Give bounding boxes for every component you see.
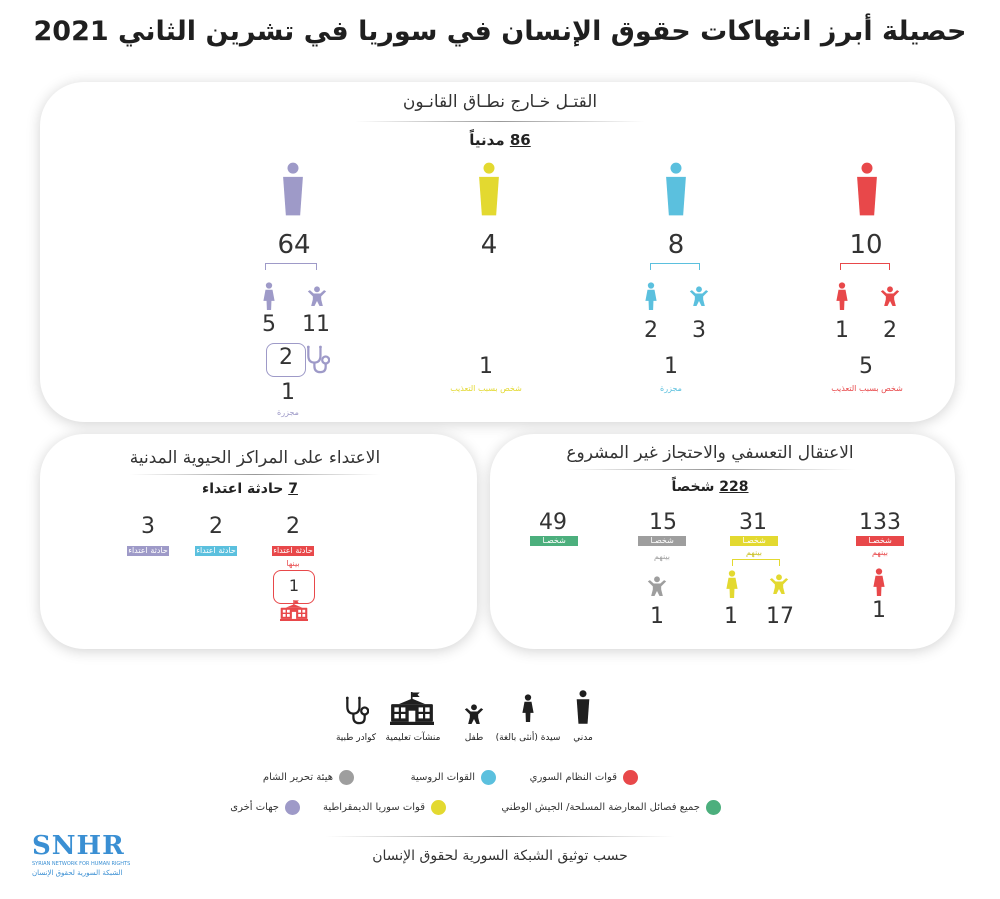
detention-regime-women: 1 bbox=[872, 598, 886, 623]
legend-sdf-label: قوات سوريا الديمقراطية bbox=[322, 802, 425, 813]
killing-title-underline bbox=[355, 121, 645, 122]
killing-others-women: 5 bbox=[262, 312, 276, 337]
detention-sdf-women: 1 bbox=[724, 604, 738, 629]
killing-others-total: 64 bbox=[277, 230, 311, 260]
others-stethoscope-icon bbox=[304, 345, 330, 375]
killing-russian-bracket bbox=[650, 263, 700, 270]
detention-opposition-value: 49 bbox=[539, 510, 567, 535]
detention-sdf-child-icon bbox=[769, 574, 789, 594]
killing-total-label: مدنياً bbox=[469, 131, 505, 149]
page-title: حصيلة أبرز انتهاكات حقوق الإنسان في سوريا في تشرين الثاني 2021 bbox=[33, 16, 967, 47]
others-civilian-icon bbox=[282, 162, 304, 216]
regime-civilian-icon bbox=[856, 162, 878, 216]
killing-sdf-total: 4 bbox=[480, 230, 498, 260]
legend-others-dot bbox=[285, 800, 300, 815]
killing-others-bracket bbox=[265, 263, 317, 270]
attacks-title-underline bbox=[130, 474, 380, 475]
snhr-logo bbox=[32, 832, 138, 884]
legend-stethoscope-icon bbox=[343, 696, 369, 726]
legend-others-label: جهات أخرى bbox=[230, 802, 279, 813]
killing-others-medical: 2 bbox=[279, 345, 293, 370]
killing-regime-women: 1 bbox=[835, 318, 849, 343]
detention-sdf-bracket bbox=[732, 559, 780, 566]
detention-opposition-tag: شخصـا bbox=[530, 536, 578, 546]
detention-regime-value: 133 bbox=[859, 510, 901, 535]
detention-hts-value: 15 bbox=[649, 510, 677, 535]
killing-russian-massacres: 1 bbox=[664, 354, 678, 379]
legend-regime-dot bbox=[623, 770, 638, 785]
detention-hts-children: 1 bbox=[650, 604, 664, 629]
killing-card-title: القتـل خـارج نطـاق القانـون bbox=[402, 92, 598, 112]
detention-sdf-among: بينهم bbox=[745, 548, 763, 557]
killing-russian-massacres-label: مجزرة bbox=[660, 384, 682, 393]
legend-russian-dot bbox=[481, 770, 496, 785]
killing-russian-total: 8 bbox=[667, 230, 685, 260]
detention-total bbox=[620, 479, 800, 495]
detention-hts-child-icon bbox=[647, 576, 667, 596]
detention-total-number: 228 bbox=[719, 479, 749, 495]
killing-russian-children: 3 bbox=[692, 318, 706, 343]
regime-child-icon bbox=[880, 286, 900, 306]
killing-total-number: 86 bbox=[509, 131, 531, 149]
others-woman-icon bbox=[262, 282, 276, 310]
legend-woman-label: سيدة (أنثى بالغة) bbox=[495, 733, 561, 743]
attacks-regime-tag: حادثة اعتداء bbox=[273, 546, 313, 555]
attacks-total-label: حادثة اعتداء bbox=[202, 481, 284, 497]
killing-regime-bracket bbox=[840, 263, 890, 270]
legend-opposition-dot bbox=[706, 800, 721, 815]
detention-regime-tag: شخصـا bbox=[856, 536, 904, 546]
attacks-total-number: 7 bbox=[288, 481, 298, 497]
legend-child-label: طفل bbox=[464, 733, 484, 743]
attacks-others-value: 3 bbox=[141, 514, 155, 539]
killing-regime-torture-label: شخص بسبب التعذيب bbox=[831, 384, 903, 393]
legend-civilian-icon bbox=[576, 690, 590, 724]
legend-regime-label: قوات النظام السوري bbox=[529, 772, 617, 783]
legend-woman-icon bbox=[521, 694, 535, 722]
snhr-logo-name: SNHR bbox=[32, 831, 125, 861]
attacks-total bbox=[160, 481, 340, 497]
others-child-icon bbox=[307, 286, 327, 306]
legend-opposition bbox=[501, 800, 721, 815]
attacks-regime-value: 2 bbox=[286, 514, 300, 539]
detention-hts-tag: شخصـا bbox=[638, 536, 686, 546]
detention-title-underline bbox=[565, 469, 855, 470]
legend-medical-label: كوادر طبية bbox=[335, 733, 377, 743]
killing-sdf-torture: 1 bbox=[479, 354, 493, 379]
legend-hts-label: هيئة تحرير الشام bbox=[262, 772, 333, 783]
detention-total-label: شخصاً bbox=[671, 479, 715, 495]
footer-source: حسب توثيق الشبكة السورية لحقوق الإنسان bbox=[372, 848, 628, 864]
detention-regime-among: بينهم bbox=[871, 548, 889, 557]
detention-card-title: الاعتقال التعسفي والاحتجاز غير المشروع bbox=[566, 443, 854, 463]
attacks-card-title: الاعتداء على المراكز الحيوية المدنية bbox=[129, 448, 381, 468]
legend-opposition-label: جميع فصائل المعارضة المسلحة/ الجيش الوطني bbox=[501, 802, 700, 813]
killing-others-massacres-label: مجزرة bbox=[277, 408, 299, 417]
legend-others bbox=[230, 800, 300, 815]
attacks-regime-among: بينها bbox=[286, 559, 300, 568]
detention-sdf-value: 31 bbox=[739, 510, 767, 535]
killing-russian-women: 2 bbox=[644, 318, 658, 343]
killing-total bbox=[400, 131, 600, 149]
legend-school-icon bbox=[390, 692, 434, 725]
legend-child-icon bbox=[464, 704, 484, 724]
detention-regime-woman-icon bbox=[872, 568, 886, 596]
regime-woman-icon bbox=[835, 282, 849, 310]
killing-regime-total: 10 bbox=[849, 230, 883, 260]
legend-russian bbox=[411, 770, 496, 785]
footer-divider bbox=[325, 836, 675, 837]
russian-child-icon bbox=[689, 286, 709, 306]
killing-others-children: 11 bbox=[302, 312, 330, 337]
killing-others-massacres: 1 bbox=[281, 380, 295, 405]
killing-regime-torture: 5 bbox=[859, 354, 873, 379]
killing-sdf-torture-label: شخص بسبب التعذيب bbox=[450, 384, 522, 393]
attacks-regime-schools: 1 bbox=[288, 576, 300, 595]
legend-hts bbox=[263, 770, 354, 785]
attacks-regime-school-icon bbox=[280, 600, 308, 621]
sdf-civilian-icon bbox=[478, 162, 500, 216]
detention-hts-among: بينهم bbox=[653, 552, 671, 561]
legend-sdf-dot bbox=[431, 800, 446, 815]
attacks-russian-tag: حادثة اعتداء bbox=[196, 546, 236, 555]
legend-regime bbox=[530, 770, 638, 785]
attacks-others-tag: حادثة اعتداء bbox=[128, 546, 168, 555]
attacks-russian-value: 2 bbox=[209, 514, 223, 539]
legend-civilian-label: مدني bbox=[573, 733, 593, 743]
russian-woman-icon bbox=[644, 282, 658, 310]
snhr-logo-subtitle-ar: الشبكة السورية لحقوق الإنسان bbox=[32, 869, 123, 877]
snhr-logo-subtitle-en: SYRIAN NETWORK FOR HUMAN RIGHTS bbox=[32, 861, 131, 867]
killing-regime-children: 2 bbox=[883, 318, 897, 343]
legend-russian-label: القوات الروسية bbox=[410, 772, 475, 783]
detention-sdf-tag: شخصـا bbox=[730, 536, 778, 546]
detention-sdf-children: 17 bbox=[766, 604, 794, 629]
legend-school-label: منشآت تعليمية bbox=[385, 733, 441, 743]
russian-civilian-icon bbox=[665, 162, 687, 216]
legend-sdf bbox=[323, 800, 446, 815]
detention-sdf-woman-icon bbox=[725, 570, 739, 598]
legend-hts-dot bbox=[339, 770, 354, 785]
